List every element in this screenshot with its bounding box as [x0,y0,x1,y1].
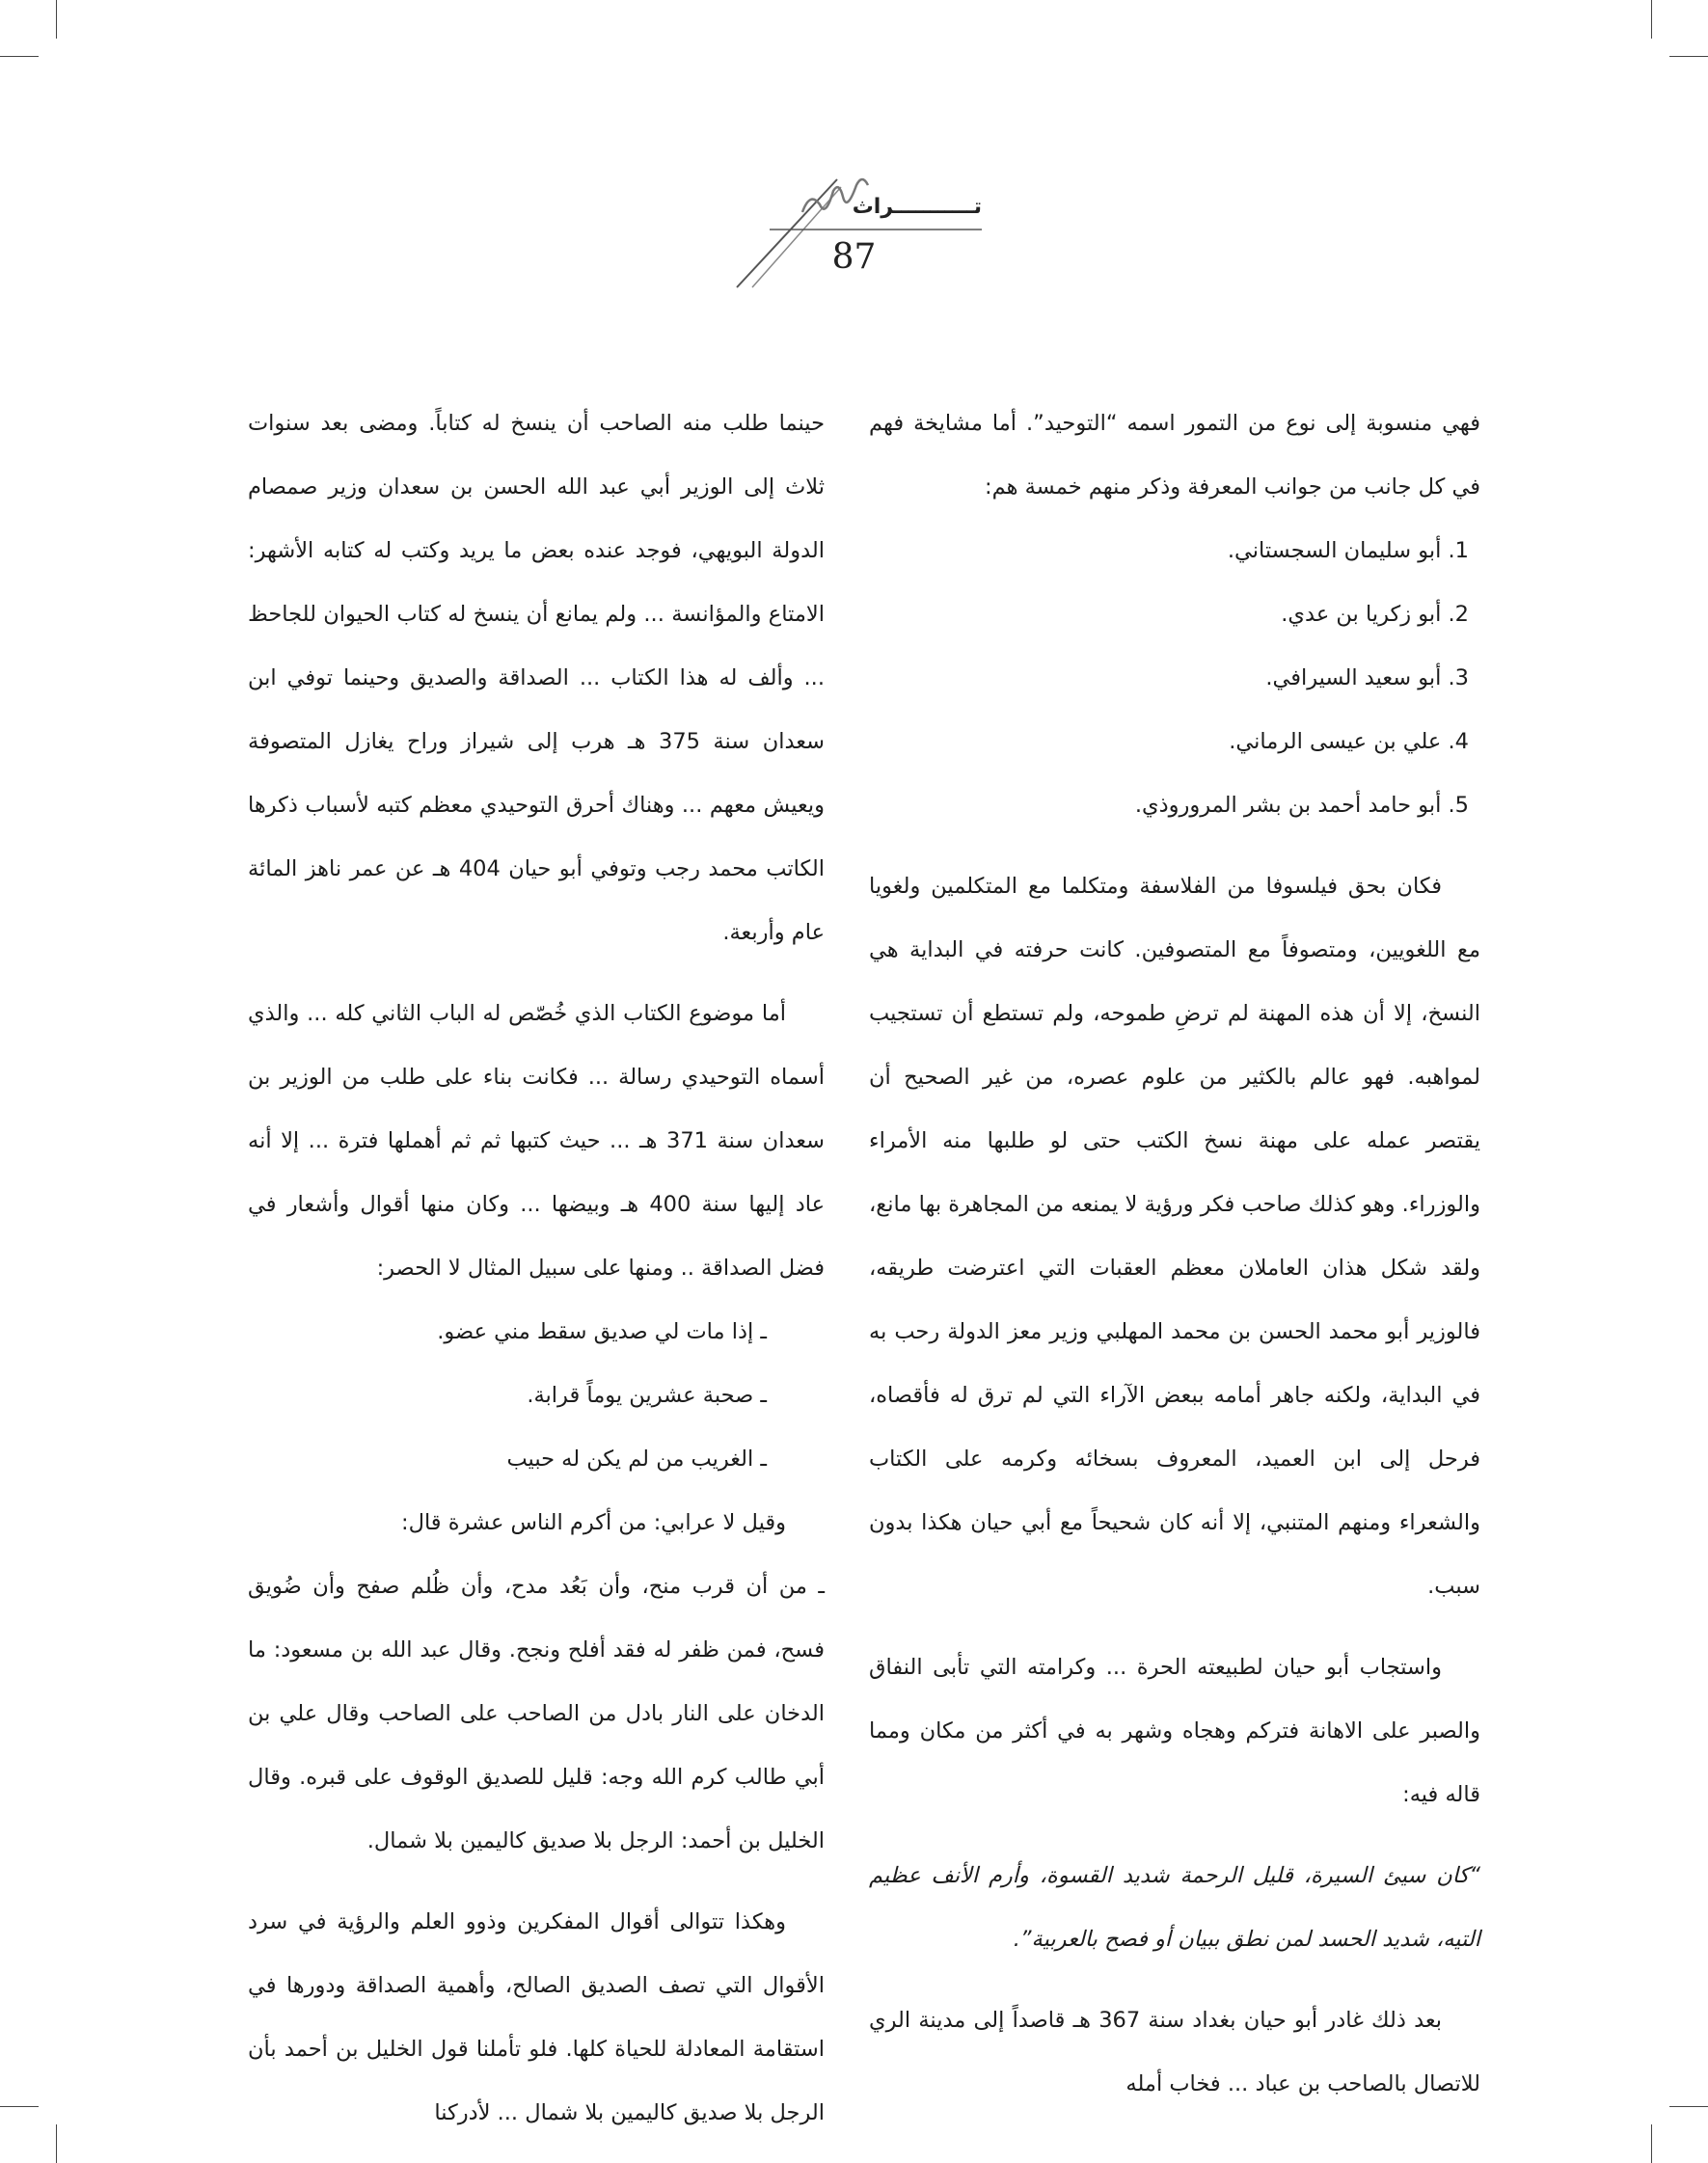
crop-mark [1651,0,1652,39]
paragraph: فهي منسوبة إلى نوع من التمور اسمه “التوحيد”. أما مشايخة فهم في كل جانب من جوانب المعرفة وذكر منهم خمسة هم: [869,411,1480,500]
paragraph: حينما طلب منه الصاحب أن ينسخ له كتاباً. ومضى بعد سنوات ثلاث إلى الوزير أبي عبد الله الحسن بن سعدان وزير صمصام الدولة البويهي، فوجد عنده بعض ما يريد وكتب له كتابه الأشهر: الامتاع والمؤانسة ... ولم يمانع أن ينسخ له كتاب الحيوان للجاحظ ... وألف له هذا الكتاب ... الصداقة والصديق وحينما توفي ابن سعدان سنة 375 هـ هرب إلى شيراز وراح يغازل المتصوفة ويعيش معهم ... وهناك أحرق التوحيدي معظم كتبه لأسباب ذكرها الكاتب محمد رجب وتوفي أبو حيان 404 هـ عن عمر ناهز المائة عام وأربعة. [248,411,825,945]
left-column [248,392,825,2145]
paragraph: ـ من أن قرب منح، وأن بَعُد مدح، وأن ظُلم صفح وأن ضُويق فسح، فمن ظفر له فقد أفلح ونجح. وقال عبد الله بن مسعود: ما الدخان على النار بادل من الصاحب على الصاحب وقال علي بن أبي طالب كرم الله وجه: قليل للصديق الوقوف على قبره. وقال الخليل بن أحمد: الرجل بلا صديق كاليمين بلا شمال. [248,1574,825,1853]
crop-mark [0,56,39,57]
list-item: 1. أبو سليمان السجستاني. [1227,538,1469,563]
quote: “كان سيئ السيرة، قليل الرحمة شديد القسوة، وأرم الأنف عظيم التيه، شديد الحسد لمن نطق ببيان أو فصح بالعربية”. [869,1863,1480,1952]
list-item: 2. أبو زكريا بن عدي. [1281,602,1469,627]
paragraph: وقيل لا عرابي: من أكرم الناس عشرة قال: [401,1510,786,1535]
crop-mark [56,0,57,39]
list-item: ـ إذا مات لي صديق سقط مني عضو. [437,1319,767,1344]
paragraph: أما موضوع الكتاب الذي خُصّص له الباب الثاني كله ... والذي أسماه التوحيدي رسالة ... فكانت بناء على طلب من الوزير بن سعدان سنة 371 هـ ... حيث كتبها ثم ثم أهملها فترة ... إلا أنه عاد إليها سنة 400 هـ وبيضها ... وكان منها أقوال وأشعار في فضل الصداقة .. ومنها على سبيل المثال لا الحصر: [248,1001,825,1281]
list-item: 5. أبو حامد أحمد بن بشر المروروذي. [1134,793,1469,818]
teachers-list [869,519,1480,837]
list-item: 3. أبو سعيد السيرافي. [1265,665,1469,690]
crop-mark [56,2124,57,2163]
crop-mark [1669,2106,1708,2107]
paragraph: وهكذا تتوالى أقوال المفكرين وذوو العلم والرؤية في سرد الأقوال التي تصف الصديق الصالح، وأهمية الصداقة ودورها في استقامة المعادلة للحياة كلها. فلو تأملنا قول الخليل بن أحمد بأن الرجل بلا صديق كاليمين بلا شمال ... لأدركنا [248,1909,825,2125]
crop-mark [0,2106,39,2107]
list-item: ـ الغريب من لم يكن له حبيب [506,1447,767,1472]
paragraph: بعد ذلك غادر أبو حيان بغداد سنة 367 هـ قاصداً إلى مدينة الري للاتصال بالصاحب بن عباد ... فخاب أمله [869,2008,1480,2096]
list-item: 4. علي بن عيسى الرماني. [1229,729,1469,754]
list-item: ـ صحبة عشرين يوماً قرابة. [527,1383,767,1408]
crop-mark [1651,2124,1652,2163]
magazine-name: تـــــــــــراث [852,195,982,219]
page-number: 87 [831,237,877,277]
right-column [869,392,1480,2116]
paragraph: فكان بحق فيلسوفا من الفلاسفة ومتكلما مع المتكلمين ولغويا مع اللغويين، ومتصوفاً مع المتصوفين. كانت حرفته في البداية هي النسخ، إلا أن هذه المهنة لم ترضِ طموحه، ولم تستطع أن تستجيب لمواهبه. فهو عالم بالكثير من علوم عصره، من غير الصحيح أن يقتصر عمله على مهنة نسخ الكتب حتى لو طلبها منه الأمراء والوزراء. وهو كذلك صاحب فكر ورؤية لا يمنعه من المجاهرة بها مانع، ولقد شكل هذان العاملان معظم العقبات التي اعترضت طريقه، فالوزير أبو محمد الحسن بن محمد المهلبي وزير معز الدولة رحب به في البداية، ولكنه جاهر أمامه ببعض الآراء التي لم ترق له فأقصاه، فرحل إلى ابن العميد، المعروف بسخائه وكرمه على الكتاب والشعراء ومنهم المتنبي، إلا أنه كان شحيحاً مع أبي حيان هكذا بدون سبب. [869,874,1480,1599]
paragraph: واستجاب أبو حيان لطبيعته الحرة ... وكرامته التي تأبى النفاق والصبر على الاهانة فتركم وهجاه وشهر به في أكثر من مكان ومما قاله فيه: [869,1655,1480,1807]
crop-mark [1669,56,1708,57]
